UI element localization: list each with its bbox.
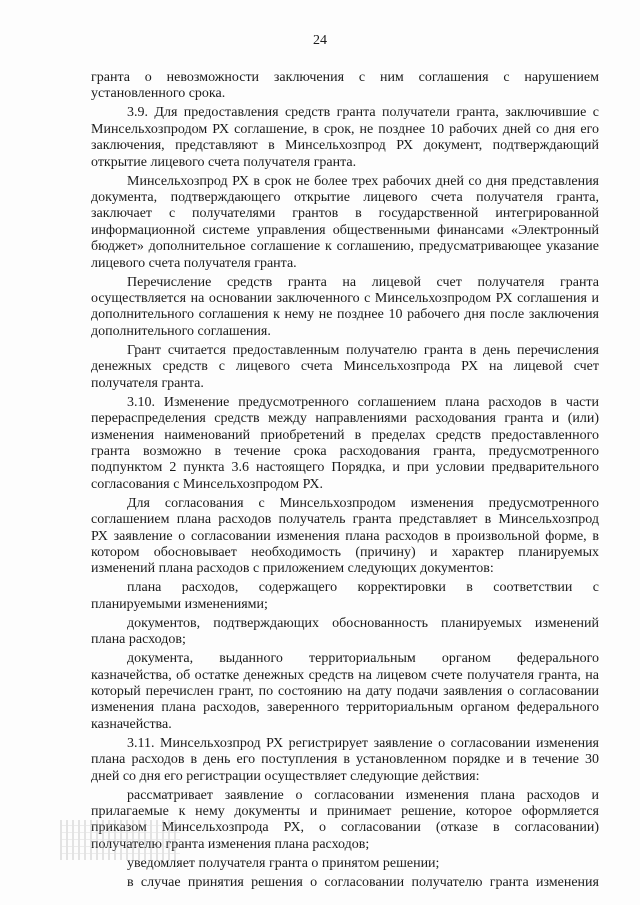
text-line: дней со дня его регистрации осуществляет следующие действия:	[91, 768, 480, 784]
text-line: в случае принятия решения о согласовании получателю гранта изменения	[127, 874, 599, 890]
paragraph	[91, 395, 599, 493]
text-line: документа, выданного территориальным органом федерального	[127, 651, 599, 667]
text-line: 3.11. Минсельхозпрод РХ регистрирует заявление о согласовании изменения	[127, 735, 599, 751]
paragraph	[91, 616, 599, 649]
text-line: денежных средств с лицевого счета Минсельхозпрода РХ на лицевой счет	[91, 359, 599, 375]
paragraph	[91, 736, 599, 785]
text-line: прилагаемые к нему документы и принимает решение, которое оформляется	[91, 804, 599, 819]
paragraph	[91, 875, 599, 891]
text-line: заключает с получателями грантов в государственной интегрированной	[91, 206, 599, 222]
paragraph	[91, 174, 599, 272]
text-line: получателя гранта.	[91, 375, 204, 391]
text-line: дополнительного соглашения к нему не позднее 10 рабочего дня после заключения	[91, 307, 599, 323]
text-line: изменения наименований приобретений в пределах средств предоставленного	[91, 427, 599, 443]
text-line: 3.9. Для предоставления средств гранта получатели гранта, заключившие с	[127, 105, 599, 121]
text-line: уведомляет получателя гранта о принятом решении;	[127, 855, 440, 871]
text-line: документа, подтверждающего открытие лицевого счета получателя гранта,	[91, 190, 599, 206]
scan-artifact	[60, 820, 180, 860]
page-number: 24	[313, 33, 327, 48]
text-line: дополнительного соглашения.	[91, 323, 271, 339]
text-line: информационной системе управления общественными финансами «Электронный	[91, 222, 599, 238]
text-line: 3.10. Изменение предусмотренного соглашением плана расходов в части	[127, 394, 599, 410]
paragraph	[91, 275, 599, 341]
document-body	[91, 70, 599, 894]
text-line: плана расходов в день его поступления в установленном порядке и в течение 30	[91, 752, 599, 768]
text-line: гранта возможно в течение срока расходования гранта, предусмотренного	[91, 443, 599, 459]
text-line: казначейства, об остатке денежных средств на лицевом счете получателя гранта, на	[91, 667, 599, 683]
text-line: плана расходов;	[91, 632, 186, 648]
paragraph	[91, 343, 599, 392]
paragraph	[91, 651, 599, 733]
text-line: изменения плана расходов, заверенного территориальным органом федерального	[91, 700, 599, 716]
paragraph	[91, 105, 599, 171]
text-line: Минсельхозпрод РХ в срок не более трех рабочих дней со дня представления	[127, 173, 599, 189]
paragraph	[91, 496, 599, 578]
text-line: гранта о невозможности заключения с ним соглашения с нарушением	[91, 70, 599, 85]
text-line: Для согласования с Минсельхозпродом изменения предусмотренного	[127, 495, 599, 511]
text-line: рассматривает заявление о согласовании изменения плана расходов и	[127, 787, 599, 803]
text-line: Грант считается предоставленным получателю гранта в день перечисления	[127, 342, 599, 358]
text-line: казначейства.	[91, 716, 172, 732]
text-line: получателю гранта изменения плана расходов;	[91, 836, 370, 852]
text-line: Минсельхозпродом РХ соглашение, в срок, не позднее 10 рабочих дней со дня его	[91, 121, 599, 137]
text-line: соглашением плана расходов получатель гранта представляет в Минсельхозпрод	[91, 512, 599, 528]
text-line: приказом Минсельхозпрода РХ, о согласовании (отказе в согласовании)	[91, 820, 599, 836]
text-line: осуществляется на основании заключенного с Минсельхозпродом РХ соглашения и	[91, 291, 599, 307]
text-line: изменений плана расходов с приложением следующих документов:	[91, 561, 494, 577]
text-line: плана расходов, содержащего корректировки в соответствии с	[127, 580, 599, 596]
text-line: РХ заявление о согласовании изменения плана расходов в произвольной форме, в	[91, 528, 599, 544]
text-line: который перечислен грант, по состоянию на дату подачи заявления о согласовании	[91, 683, 599, 699]
text-line: согласования с Минсельхозпродом РХ.	[91, 476, 324, 492]
text-line: перераспределения средств между направлениями расходования гранта и (или)	[91, 411, 599, 427]
text-line: открытие лицевого счета получателя гранта.	[91, 154, 357, 170]
paragraph	[91, 70, 599, 103]
text-line: бюджет» дополнительное соглашение к соглашению, предусматривающее указание	[91, 239, 599, 255]
text-line: заключения, представляют в Минсельхозпрод РХ документ, подтверждающий	[91, 138, 599, 154]
text-line: документов, подтверждающих обоснованность планируемых изменений	[127, 615, 599, 631]
text-line: установленного срока.	[91, 86, 226, 102]
text-line: котором обосновывает необходимость (причину) и характер планируемых	[91, 544, 599, 560]
text-line: подпунктом 2 пункта 3.6 настоящего Порядка, и при условии предварительного	[91, 460, 599, 476]
paragraph	[91, 580, 599, 613]
text-line: лицевого счета получателя гранта.	[91, 255, 297, 271]
text-line: Перечисление средств гранта на лицевой счет получателя гранта	[127, 274, 599, 290]
text-line: планируемыми изменениями;	[91, 596, 268, 612]
